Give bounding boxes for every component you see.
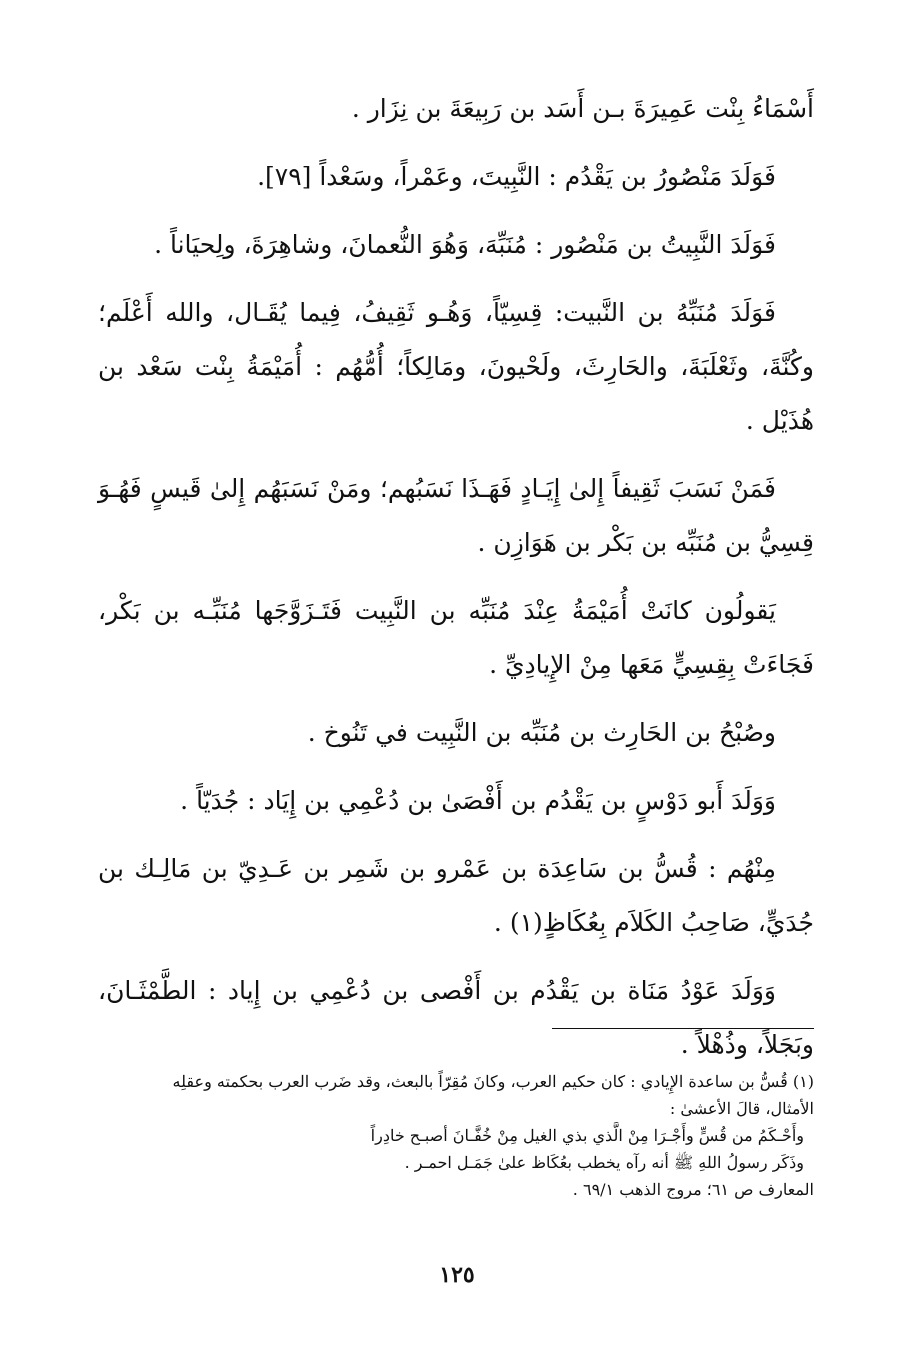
footnote-verse-line: وأَحْـكَمُ من قُسٍّ وأَجْـرَا مِنْ الَّذي بذي الغيل مِنْ خُفَّـانَ أصبـح خادِراً xyxy=(370,1126,804,1145)
paragraph: وصُبْحُ بن الحَارِث بن مُنَبِّه بن النَّبِيت في تَنُوخ . xyxy=(307,718,776,747)
page-number: ١٢٥ xyxy=(439,1262,475,1288)
paragraph: فَمَنْ نَسَبَ ثَقِيفاً إِلىٰ إِيَـادٍ فَهَـذَا نَسَبُهم؛ ومَنْ نَسَبَهُم إِلىٰ قَيسٍ فَهُـوَ قِسِيُّ بن مُنَبِّه بن بَكْر بن هَوَازِن . xyxy=(98,474,814,557)
paragraph: فَوَلَدَ مَنْصُورُ بن يَقْدُم : النَّبِيتَ، وعَمْراً، وسَعْداً [٧٩]. xyxy=(257,162,776,191)
footnotes xyxy=(98,1068,814,1203)
paragraph: فَوَلَدَ النَّبِيتُ بن مَنْصُور : مُنَبِّهَ، وَهُوَ النُّعمانَ، وشاهِرَةَ، ولِحيَاناً . xyxy=(154,230,776,259)
paragraph: مِنْهُم : قُسُّ بن سَاعِدَة بن عَمْرو بن شَمِر بن عَـدِيّ بن مَالِـك بن جُدَيٍّ، صَاحِبُ الكَلاَم بِعُكَاظٍ(١) . xyxy=(98,854,814,937)
paragraph: يَقولُون كانَتْ أُمَيْمَةُ عِنْدَ مُنَبِّه بن النَّبِيت فَتَـزَوَّجَها مُنَبِّـه بن بَكْر، فَجَاءَتْ بِقِسِيٍّ مَعَها مِنْ الإِيادِيِّ . xyxy=(98,596,814,679)
paragraph: وَوَلَدَ أَبو دَوْسٍ بن يَقْدُم بن أَفْصَىٰ بن دُعْمِي بن إِيَاد : جُدَيّاً . xyxy=(180,786,776,815)
footnote-line: (١) قُسُّ بن ساعدة الإِيادي : كان حكيم العرب، وكانَ مُقِرّاً بالبعث، وقد ضَرب العرب بحكمته وعقلِه xyxy=(172,1072,814,1091)
main-text xyxy=(98,82,814,1086)
footnote-divider xyxy=(552,1028,814,1029)
footnote-line: وذَكَر رسولُ اللهِ ﷺ أنه رآه يخطب بعُكَاظ علىٰ جَمَـل احمـر . xyxy=(404,1153,804,1172)
paragraph: فَوَلَدَ مُنَبِّهُ بن النَّبيت: قِسِيّاً، وَهُـو ثَقِيفُ، فِيما يُقَـال، والله أَعْلَم؛ وكُنَّةَ، وثَعْلَبَةَ، والحَارِثَ، ولَحْيونَ، ومَالِكاً؛ أُمُّهُم : أُمَيْمَةُ بِنْت سَعْد بن هُذَيْل . xyxy=(98,298,814,435)
footnote-source: المعارف ص ٦١؛ مروج الذهب ٦٩/١ . xyxy=(572,1180,814,1199)
paragraph: أَسْمَاءُ بِنْت عَمِيرَةَ بـن أَسَد بن رَبِيعَةَ بن نِزَار . xyxy=(351,94,814,123)
paragraph: وَوَلَدَ عَوْدُ مَنَاة بن يَقْدُم بن أَفْصى بن دُعْمِي بن إِياد : الطَّمْثَـانَ، وبَجَلاً، وذُهْلاً . xyxy=(98,976,814,1059)
footnote-line: الأمثال، قالَ الأعشىٰ : xyxy=(669,1099,814,1118)
